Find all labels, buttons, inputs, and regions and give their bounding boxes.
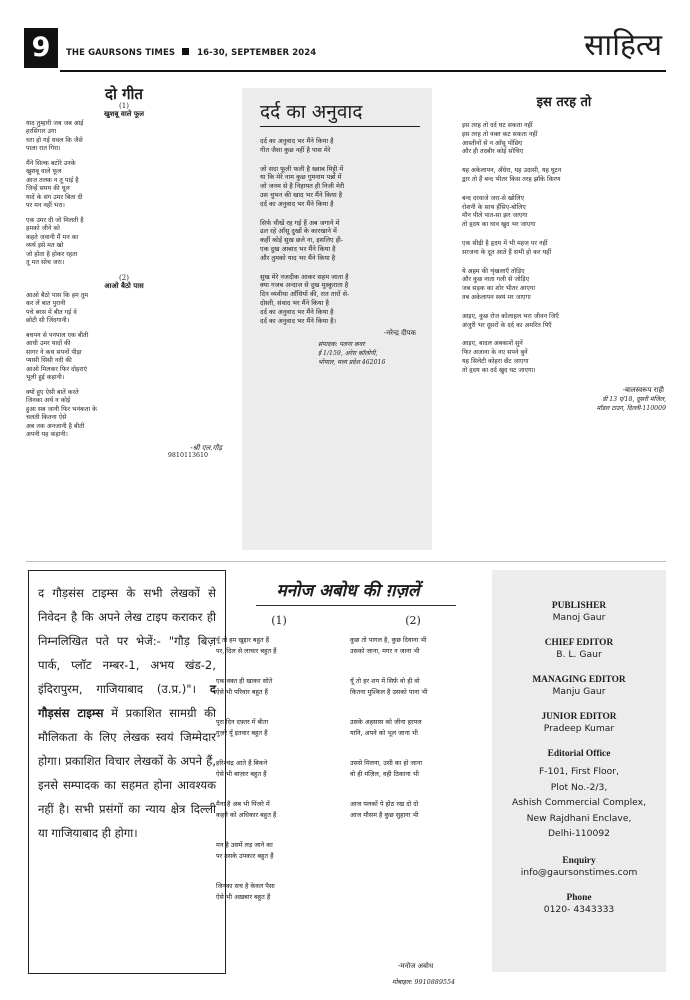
junior-editor-label: JUNIOR EDITOR: [541, 712, 617, 722]
verse-line: उस चुभन की खाद भर मैंने किया है: [260, 190, 343, 199]
stanza: [462, 122, 666, 157]
ghazal-section: [212, 578, 484, 987]
stanza: [260, 165, 420, 209]
ghazal-author: -मनोज अबोध: [398, 962, 434, 971]
verse-line: तो हृदय का घाव खुद भर जाएगा: [462, 221, 536, 229]
chief-editor-name: B. L. Gaur: [556, 649, 602, 660]
couplet-line: मन है उसमें लड़ जाने का: [216, 841, 273, 850]
couplet: [350, 758, 476, 780]
stanza: [26, 389, 222, 440]
couplet-line: जिनका सच है केवल पैसा: [216, 882, 275, 891]
couplet: [216, 840, 342, 862]
verse-line: अब तक अनजानी है बीती: [26, 422, 85, 430]
couplet-line: आज पलकों पे होठ रख दो दो: [350, 800, 419, 809]
header-divider: [60, 70, 666, 72]
junior-editor-block: [492, 711, 666, 735]
verse-line: सागर ने कथ सपनों पीड़ा: [26, 348, 82, 356]
verse-line: जिन्हें समय की धूल: [26, 185, 70, 192]
verse-line: ढल रहे आँसू दुखों के कारखाने में: [260, 227, 337, 236]
couplet-line: यूँ तो हर शय में सिर्फ़ वो ही वो: [350, 677, 420, 686]
address-line: डी 13 ए/18, दूसरी मंजिल,: [602, 395, 666, 403]
poem-part-number: (2): [119, 273, 129, 282]
verse-line: जो जनम से है निहायत ही निजी मेरी: [260, 182, 345, 191]
couplet-line: पूरा दिन दफ़्तर में बीता: [216, 718, 269, 727]
address-line: संपादक: पलना कवर: [318, 341, 365, 349]
address-line: ई 1/159, अरेरा कॉलोनी,: [318, 350, 378, 358]
verse-line: चलती कितना ऐसे: [26, 414, 67, 421]
verse-line: यादें के संग उमर बिता दी: [26, 193, 83, 201]
issue-date: 16-30, SEPTEMBER 2024: [197, 48, 317, 58]
verse-line: फिर अजाना के नए सपने बुनें: [462, 349, 528, 357]
verse-line: तब अकेलापन स्वयं मर जाएगा: [462, 293, 531, 301]
verse-line: दोस्ती, संवाद भर मैंने किया है: [260, 298, 329, 307]
poem-do-geet: [26, 85, 222, 461]
verse-line: सुख मेरे नजदीक आकर सहम जाता है: [260, 272, 349, 281]
address-line: New Rajdhani Enclave,: [526, 812, 632, 824]
stanza: [462, 167, 666, 185]
verse-line: आस्तीनों से न आँसू पोंछिए: [462, 139, 523, 147]
verse-line: गीत जैसा कुछ नहीं है पास मेरे: [260, 145, 331, 154]
verse-line: सरजना के दूत आते हैं सभी हो कर यहीं: [462, 248, 552, 256]
couplet: [350, 676, 476, 698]
ghazal-2: [350, 614, 476, 840]
office-label: Editorial Office: [547, 749, 611, 759]
verse-line: क्या गजब अन्दाज से दुख मुस्कुराता है: [260, 281, 349, 290]
couplet: [216, 676, 342, 698]
verse-line: कहीं कोई सुख छले ना, इसलिए ही-: [260, 236, 344, 245]
notice-text: में प्रकाशित सामग्री की मौलिकता के लिए लेखक स्वयं जिम्मेदार होगा। प्रकाशित विचार लेखकों के अपने हैं, इनसे सम्पादक का सहमत होना आवश्यक नहीं है। सभी प्रसंगों का न्याय क्षेत्र दिल्ली या गाजियाबाद ही होगा।: [38, 706, 216, 840]
imprint-box: [492, 570, 666, 972]
author-address: [462, 395, 666, 413]
couplet-line: यानि, अपने को भूल जाना भी: [350, 729, 418, 738]
stanza: [26, 217, 222, 268]
poem-author: -नरेन्द्र दीपक: [383, 329, 416, 338]
ghazal-number: (2): [405, 614, 421, 628]
verse-line: अंजुरी भर दूसरों के दर्द का अमरित पिएँ: [462, 321, 552, 329]
managing-editor-block: [492, 674, 666, 698]
couplet-line: वो ही मंज़िल, वही ठिकाना भी: [350, 770, 419, 779]
verse-line: धरा हो गई धवल कि जैसे: [26, 136, 83, 144]
couplet: [216, 799, 342, 821]
couplet-line: कहने को अधिकार बहुत हैं: [216, 811, 277, 820]
address-line: Delhi-110092: [547, 828, 611, 839]
couplet-line: एक वक्त ही खाकर सोते: [216, 677, 273, 686]
couplet: [216, 717, 342, 739]
couplet: [350, 717, 476, 739]
poem-verses: [462, 122, 666, 376]
couplet: [350, 635, 476, 657]
stanza: [26, 332, 222, 383]
verse-line: अपनी यह कहानी।: [26, 431, 68, 438]
verse-line: जिनका अर्थ न कोई: [26, 397, 71, 404]
page-number: 9: [24, 28, 58, 68]
verse-line: और कुछ नाता गली से जोड़िए: [462, 276, 530, 284]
address-line: F-101, First Floor,: [538, 766, 619, 777]
phone-label: Phone: [566, 892, 592, 903]
masthead: [66, 48, 316, 58]
verse-line: आइए, बादल अबकाशें सुनें: [462, 340, 523, 348]
ghazal-couplets: [216, 635, 342, 903]
verse-line: बचपन से पनपाल एक बीती: [26, 331, 89, 339]
stanza: [260, 273, 420, 326]
ghazal-1: [216, 614, 342, 922]
verse-line: क्यों हुए ऐसी बातें करते: [26, 388, 79, 396]
address-line: मॉडल टाउन, दिल्ली-110009: [596, 404, 666, 412]
verse-line: या कि मेरे नाम कुछ गुमनाम पन्नों में: [260, 173, 342, 182]
verse-line: एक दुख आबाद भर मैंने किया है: [260, 244, 336, 253]
publisher-name: Manoj Gaur: [552, 612, 606, 623]
managing-editor-label: MANAGING EDITOR: [532, 675, 626, 685]
couplet-line: कुछ तो पागल है, कुछ दिवाना भी: [350, 636, 427, 645]
verse-line: दर्द का अनुवाद भर मैंने किया है: [260, 137, 334, 145]
couplet-line: ऐसे भी बाज़ार बहुत हैं: [216, 770, 267, 779]
phone-number: 0120- 4343333: [543, 903, 615, 915]
verse-line: कहते जवानी मैं मन का: [26, 233, 79, 241]
verse-line: रोशनी के साथ हँसिए-बोलिए: [462, 203, 526, 211]
couplet: [216, 758, 342, 780]
verse-line: आइए, कुछ रोज कोलाहल भरा जीवन जिएँ: [462, 312, 559, 320]
stanza: [26, 292, 222, 326]
poem-title: दर्द का अनुवाद: [260, 98, 420, 127]
verse-line: तो हृदय का दर्द खुद घट जाएगा।: [462, 366, 536, 374]
poem-part-1: [26, 120, 222, 268]
verse-line: आओ बैठो पास कि हम तुम: [26, 291, 89, 299]
ghazal-title: मनोज अबोध की ग़ज़लें: [276, 581, 420, 601]
couplet-line: उसको जाना, मगर न जाना भी: [350, 647, 420, 656]
ghazal-author-phone: मोबाइल: 9910889554: [392, 978, 456, 987]
verse-line: बन्द दरवाजे जरा-से खोलिए: [462, 194, 525, 202]
author-address: [260, 340, 420, 367]
verse-line: जो होता है होकर रहता: [26, 250, 78, 258]
ghazal-number: (1): [271, 614, 287, 628]
page-header: [24, 26, 666, 72]
verse-line: इस तरह तो वक्त कट सकता नहीं: [462, 130, 538, 138]
junior-editor-name: Pradeep Kumar: [543, 723, 615, 734]
verse-line: प्यासी सिसी नदी की: [26, 357, 72, 364]
stanza: [26, 160, 222, 211]
verse-line: याद तुम्हारी जब जब आई: [26, 119, 84, 127]
verse-line: आधी उमर यादों की: [26, 340, 71, 347]
verse-line: व्यर्थ इसे मत खो: [26, 242, 64, 249]
couplet-line: आज मौसम है कुछ सुहाना भी: [350, 811, 419, 820]
managing-editor-name: Manju Gaur: [552, 686, 606, 697]
verse-line: दर्द का अनुवाद भर मैंने किया है।: [260, 316, 337, 325]
verse-line: पाला रात गिरा।: [26, 145, 61, 152]
poem-subtitle: आओ बैठो पास: [104, 282, 144, 290]
poem-author: -बालस्वरूप राही: [622, 385, 664, 394]
verse-line: जो सदा फूली फली है ख्वाब मिट्टी में: [260, 164, 344, 173]
stanza: [462, 340, 666, 375]
couplet-line: उसके अहसास को जीना हरपल: [350, 718, 422, 727]
address-line: Ashish Commercial Complex,: [511, 797, 647, 808]
verse-line: और ही तदबीर कोई सोचिए: [462, 148, 524, 156]
verse-line: आज तलक न तू पाई है: [26, 176, 79, 184]
verse-line: जब सड़क का शोर भीतर आएगा: [462, 285, 536, 293]
verse-line: और तुमको याद भर मैंने किया है: [260, 253, 336, 262]
stanza: [462, 240, 666, 258]
verse-line: आओ मिलकर फिर दोहराएं: [26, 365, 88, 373]
verse-line: मैंने सिल्क बटोरे उनके: [26, 159, 76, 167]
couplet-line: हरिश्चंद्र आते हैं बिकने: [216, 759, 268, 768]
verse-line: खुशबू वाले फूल: [26, 168, 62, 175]
poem-title: दो गीत: [105, 85, 143, 103]
verse-line: हुआ सब जानी फिर भनंकता के: [26, 405, 97, 413]
poem-is-tarah-to: [462, 92, 666, 413]
couplet-line: पर उसके उपकार बहुत हैं: [216, 852, 274, 861]
couplet-line: उससे मिलना, उसी का हो जाना: [350, 759, 423, 768]
poem-subtitle: खुशबू वाले फूल: [104, 110, 144, 118]
verse-line: मौन पीले पात-सा झर जाएगा: [462, 212, 528, 220]
address-line: Plot No.-2/3,: [550, 781, 608, 793]
stanza: [260, 219, 420, 263]
verse-line: यह सिलेटी कोहरा छँट जाएगा: [462, 357, 529, 365]
enquiry-block: [492, 855, 666, 879]
verse-line: ये अहम की शृंखलाएँ तोड़िए: [462, 267, 525, 275]
poem-verses: [260, 137, 420, 325]
verse-line: हरसिंगार उगा: [26, 128, 57, 135]
stanza: [260, 137, 420, 155]
chief-editor-label: CHIEF EDITOR: [544, 638, 614, 648]
enquiry-email[interactable]: info@gaursonstimes.com: [520, 866, 638, 878]
notice-brand: द गौड़संस टाइम्स: [38, 682, 216, 720]
square-bullet-icon: [182, 48, 189, 55]
couplet-line: यूँ तो हम खुद्दार बहुत हैं: [216, 636, 270, 645]
poem-part-number: (1): [119, 101, 129, 110]
couplet: [216, 635, 342, 657]
verse-line: तू मत सोच जरा।: [26, 259, 65, 266]
chief-editor-block: [492, 637, 666, 661]
poem-part-2: [26, 292, 222, 440]
couplet-line: मैना है अब भी पिंजरे में: [216, 800, 270, 809]
couplet-line: पर, दिल से लाचार बहुत हैं: [216, 647, 277, 656]
verse-line: पर मन नहीं भरा।: [26, 202, 65, 209]
verse-line: यह अकेलापन, अँधेरा, यह उदासी, यह घुटन: [462, 167, 562, 175]
poem-author: -श्री एल.गौड़: [190, 443, 222, 452]
verse-line: एक सीढ़ी है हृदय में भी महज पर नहीं: [462, 239, 548, 247]
verse-line: कर लें बात पुरानी: [26, 300, 66, 307]
notice-text: द गौड़संस टाइम्स के सभी लेखकों से निवेदन है कि अपने लेख टाइप कराकर ही निम्नलिखित पते पर भेजें:- "गौड़ बिज़ पार्क, प्लॉट नम्बर-1, अभय खंड-2, इंदिरापुरम, गाजियाबाद (उ.प्र.)"।: [38, 586, 216, 696]
author-phone: 9810113610: [167, 452, 208, 459]
couplet-line: ऐसे भी परिवार बहुत हैं: [216, 688, 268, 697]
ghazal-couplets: [350, 635, 476, 821]
publisher-block: [492, 600, 666, 624]
newspaper-name: THE GAURSONS TIMES: [66, 48, 176, 58]
couplet-line: कितना मुश्किल है उसको पाना भी: [350, 688, 428, 697]
verse-line: दिन व्यवीथा आँधियों की, रात तारों से-: [260, 290, 350, 299]
enquiry-label: Enquiry: [562, 855, 596, 866]
couplet-line: ऐसे भी अख़बार बहुत हैं: [216, 893, 271, 902]
verse-line: इस तरह तो दर्द घट सकता नहीं: [462, 122, 533, 129]
verse-line: दर्द का अनुवाद भर मैंने किया है: [260, 199, 334, 208]
stanza: [462, 268, 666, 303]
office-address: [492, 764, 666, 842]
couplet-line: गुज़रे यूँ इतवार बहुत हैं: [216, 729, 268, 738]
couplet: [350, 799, 476, 821]
couplet: [216, 881, 342, 903]
stanza: [462, 313, 666, 331]
publisher-label: PUBLISHER: [551, 601, 607, 611]
poem-title: इस तरह तो: [536, 95, 592, 110]
office-block: [492, 748, 666, 842]
verse-line: पचे बरस में बीत गई वे: [26, 308, 77, 316]
address-line: भोपाल, मध्य प्रदेश 462016: [318, 359, 386, 367]
verse-line: एक उमर दी जो मिलती है: [26, 216, 84, 224]
title-underline: [256, 605, 456, 606]
verse-line: द्वार तो हैं बन्द भीतर किस तरह झाँके किरण: [462, 175, 561, 183]
verse-line: छोटी सी जिंदगानी।: [26, 317, 70, 324]
verse-line: दर्द का अनुवाद भर मैंने किया है: [260, 307, 334, 316]
contributor-notice: [28, 570, 226, 974]
section-title: साहित्य: [584, 28, 662, 63]
verse-line: भूली हुई कहानी।: [26, 374, 65, 381]
stanza: [462, 195, 666, 230]
phone-block: [492, 892, 666, 916]
poem-dard-ka-anuvad: [242, 88, 432, 550]
verse-line: हमको जीने को: [26, 225, 60, 232]
ghazal-columns: [212, 614, 484, 987]
verse-line: सिर्फ चीखें रह गई हैं अब जगाने में: [260, 218, 340, 227]
section-divider: [26, 561, 666, 562]
stanza: [26, 120, 222, 154]
